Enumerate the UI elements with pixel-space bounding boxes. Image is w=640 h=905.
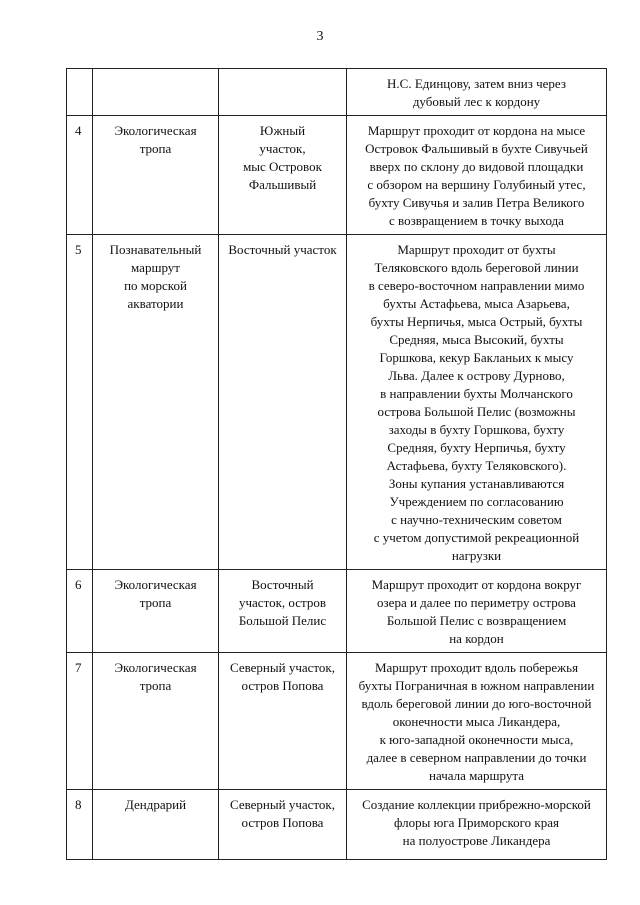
routes-table xyxy=(66,68,607,860)
table-row xyxy=(67,235,607,570)
route-description: Маршрут проходит от бухты Теляковского вдоль береговой линии в северо-восточном направлении мимо бухты Астафьева, мыса Азарьева, бухты Нерпичья, мыса Острый, бухты Средняя, мыса Высокий, бухты Горшкова, кекур Бакланьих к мысу Льва. Далее к острову Дурново, в направлении бухты Молчанского острова Большой Пелис (возможны заходы в бухту Горшкова, бухту Средняя, бухту Нерпичья, бухту Астафьева, бухту Теляковского). Зоны купания устанавливаются Учреждением по согласованию с научно-техническим советом с учетом допустимой рекреационной нагрузки xyxy=(347,235,607,570)
route-description: Маршрут проходит от кордона вокруг озера и далее по периметру острова Большой Пелис с возвращением на кордон xyxy=(347,570,607,653)
route-description: Н.С. Единцову, затем вниз через дубовый лес к кордону xyxy=(347,69,607,116)
route-description: Маршрут проходит от кордона на мысе Островок Фальшивый в бухте Сивучьей вверх по склону до видовой площадки с обзором на вершину Голубиный утес, бухту Сивучья и залив Петра Великого с возвращением в точку выхода xyxy=(347,116,607,235)
route-type: Экологическая тропа xyxy=(93,116,219,235)
row-number: 4 xyxy=(67,116,93,235)
route-area: Южный участок, мыс Островок Фальшивый xyxy=(219,116,347,235)
route-type: Дендрарий xyxy=(93,790,219,860)
row-number: 8 xyxy=(67,790,93,860)
row-number: 5 xyxy=(67,235,93,570)
route-description: Создание коллекции прибрежно-морской флоры юга Приморского края на полуострове Ликандера xyxy=(347,790,607,860)
table-row xyxy=(67,790,607,860)
table-row xyxy=(67,116,607,235)
route-type: Экологическая тропа xyxy=(93,570,219,653)
route-description: Маршрут проходит вдоль побережья бухты Пограничная в южном направлении вдоль береговой линии до юго-восточной оконечности мыса Ликандера, к юго-западной оконечности мыса, далее в северном направлении до точки начала маршрута xyxy=(347,653,607,790)
table-row xyxy=(67,69,607,116)
route-area: Северный участок, остров Попова xyxy=(219,790,347,860)
row-number: 7 xyxy=(67,653,93,790)
route-type: Экологическая тропа xyxy=(93,653,219,790)
table-row xyxy=(67,653,607,790)
route-area: Северный участок, остров Попова xyxy=(219,653,347,790)
route-area xyxy=(219,69,347,116)
table-row xyxy=(67,570,607,653)
page-number: 3 xyxy=(316,29,324,44)
route-type xyxy=(93,69,219,116)
route-area: Восточный участок, остров Большой Пелис xyxy=(219,570,347,653)
row-number xyxy=(67,69,93,116)
row-number: 6 xyxy=(67,570,93,653)
route-type: Познавательный маршрут по морской акватории xyxy=(93,235,219,570)
route-area: Восточный участок xyxy=(219,235,347,570)
